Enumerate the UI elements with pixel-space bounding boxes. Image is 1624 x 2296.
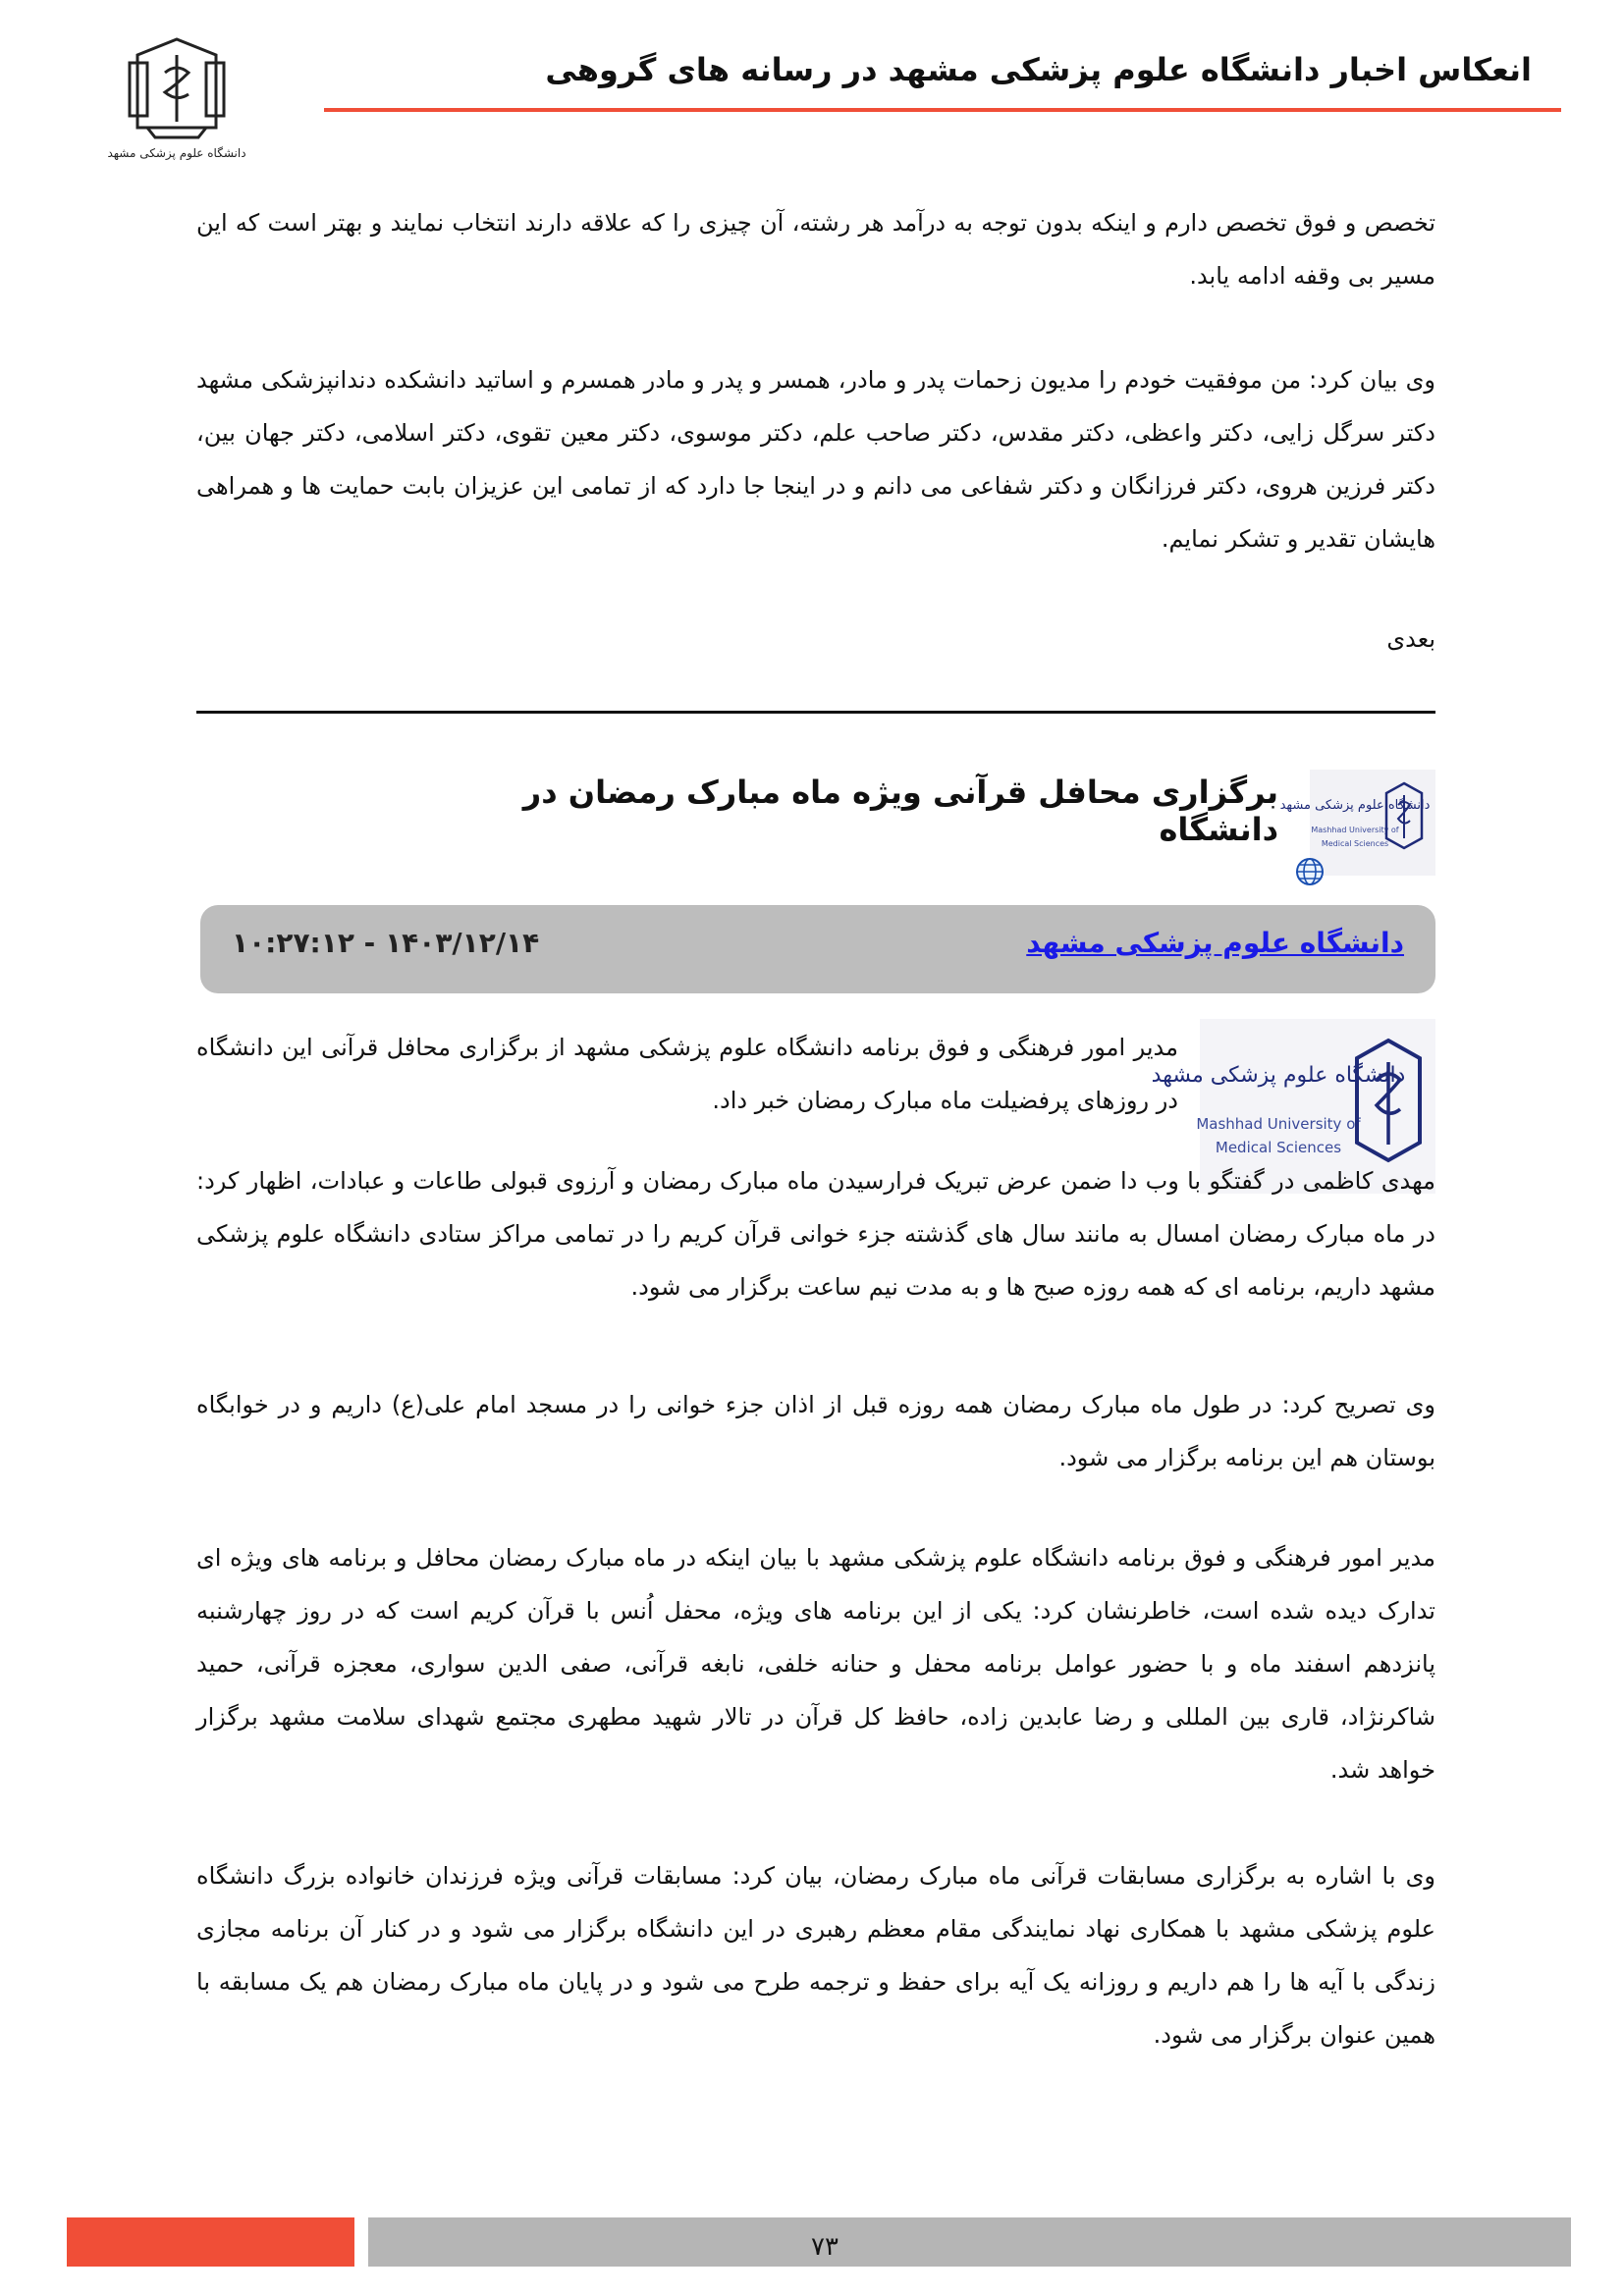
footer-bar	[368, 2217, 1571, 2267]
university-logo	[108, 33, 245, 167]
page-header-title: انعکاس اخبار دانشگاه علوم پزشکی مشهد در رسانه های گروهی	[545, 51, 1532, 88]
svg-text:Mashhad University of: Mashhad University of	[1196, 1115, 1361, 1133]
svg-text:Medical Sciences: Medical Sciences	[1215, 1139, 1342, 1156]
svg-text:Medical Sciences: Medical Sciences	[1321, 839, 1389, 848]
article-datetime: ۱۴۰۳/۱۲/۱۴ - ۱۰:۲۷:۱۲	[232, 927, 540, 959]
svg-text:دانشگاه علوم پزشکی مشهد: دانشگاه علوم پزشکی مشهد	[1279, 798, 1431, 813]
article-paragraph-1: مدیر امور فرهنگی و فوق برنامه دانشگاه علوم پزشکی مشهد از برگزاری محافل قرآنی این دانشگاه در روزهای پرفضیلت ماه مبارک رمضان خبر داد.	[196, 1034, 1178, 1114]
globe-icon[interactable]	[1294, 856, 1326, 887]
paragraph-prev-1: تخصص و فوق تخصص دارم و اینکه بدون توجه به درآمد هر رشته، آن چیزی را که علاقه دارند انتخاب نمایند و بهتر است که این مسیر بی وقفه ادامه یابد.	[196, 209, 1435, 290]
svg-text:Mashhad University of: Mashhad University of	[1311, 826, 1399, 834]
source-link[interactable]: دانشگاه علوم پزشکی مشهد	[1026, 927, 1404, 959]
paragraph-prev-2: وی بیان کرد: من موفقیت خودم را مدیون زحمات پدر و مادر، همسر و پدر و مادر همسرم و اساتید دانشکده دندانپزشکی مشهد دکتر سرگل زایی، دکتر واعظی، دکتر مقدس، دکتر صاحب علم، دکتر موسوی، دکتر معین تقوی، دکتر اسلامی، دکتر جهان بین، دکتر فرزین هروی، دکتر فرزانگان و دکتر شفاعی می دانم و در اینجا جا دارد که از تمامی این عزیزان بابت حمایت ها و همراهی هایشان تقدیر و تشکر نمایم.	[196, 366, 1435, 553]
article-thumbnail-small	[1279, 770, 1435, 876]
footer-accent-bar	[67, 2217, 354, 2267]
article-paragraph-4: مدیر امور فرهنگی و فوق برنامه دانشگاه علوم پزشکی مشهد با بیان اینکه در ماه مبارک رمضان محافل و برنامه های ویژه ای تدارک دیده شده است، خاطرنشان کرد: یکی از این برنامه های ویژه، محفل اُنس با قرآن کریم است که در روز چهارشنبه پانزدهم اسفند ماه و با حضور عوامل برنامه محفل و حنانه خلفی، نابغه قرآنی، صفی الدین سواری، معجزه قرآنی، حمید شاکرنژاد، قاری بین المللی و رضا عابدین زاده، حافظ کل قرآن در تالار شهید مطهری مجتمع شهدای سلامت مشهد برگزار خواهد شد.	[196, 1544, 1435, 1784]
logo-caption: دانشگاه علوم پزشکی مشهد	[107, 146, 246, 160]
svg-text:دانشگاه علوم پزشکی مشهد: دانشگاه علوم پزشکی مشهد	[1151, 1063, 1406, 1088]
article-title[interactable]: برگزاری محافل قرآنی ویژه ماه مبارک رمضان در دانشگاه	[522, 774, 1278, 848]
page-number: ۷۳	[811, 2232, 839, 2262]
article-paragraph-2: مهدی کاظمی در گفتگو با وب دا ضمن عرض تبریک فرارسیدن ماه مبارک رمضان و آرزوی قبولی طاعات و عبادات، اظهار کرد: در ماه مبارک رمضان امسال به مانند سال های گذشته جزء خوانی قرآن کریم را در تمامی مراکز ستادی دانشگاه علوم پزشکی مشهد داریم، برنامه ای که همه روزه صبح ها و به مدت نیم ساعت برگزار می شود.	[196, 1167, 1435, 1301]
article-paragraph-3: وی تصریح کرد: در طول ماه مبارک رمضان همه روزه قبل از اذان جزء خوانی را در مسجد امام علی(ع) داریم و در خوابگاه بوستان هم این برنامه برگزار می شود.	[196, 1391, 1435, 1471]
article-divider	[196, 711, 1435, 714]
next-link[interactable]: بعدی	[1386, 625, 1435, 653]
article-paragraph-5: وی با اشاره به برگزاری مسابقات قرآنی ماه مبارک رمضان، بیان کرد: مسابقات قرآنی ویژه فرزندان خانواده بزرگ دانشگاه علوم پزشکی مشهد با همکاری نهاد نمایندگی مقام معظم رهبری در این دانشگاه برگزار می شود و در کنار آن برنامه مجازی زندگی با آیه ها را هم داریم و روزانه یک آیه برای حفظ و ترجمه طرح می شود و در پایان ماه مبارک رمضان هم یک مسابقه با همین عنوان برگزار می شود.	[196, 1862, 1435, 2049]
header-divider	[324, 108, 1561, 112]
